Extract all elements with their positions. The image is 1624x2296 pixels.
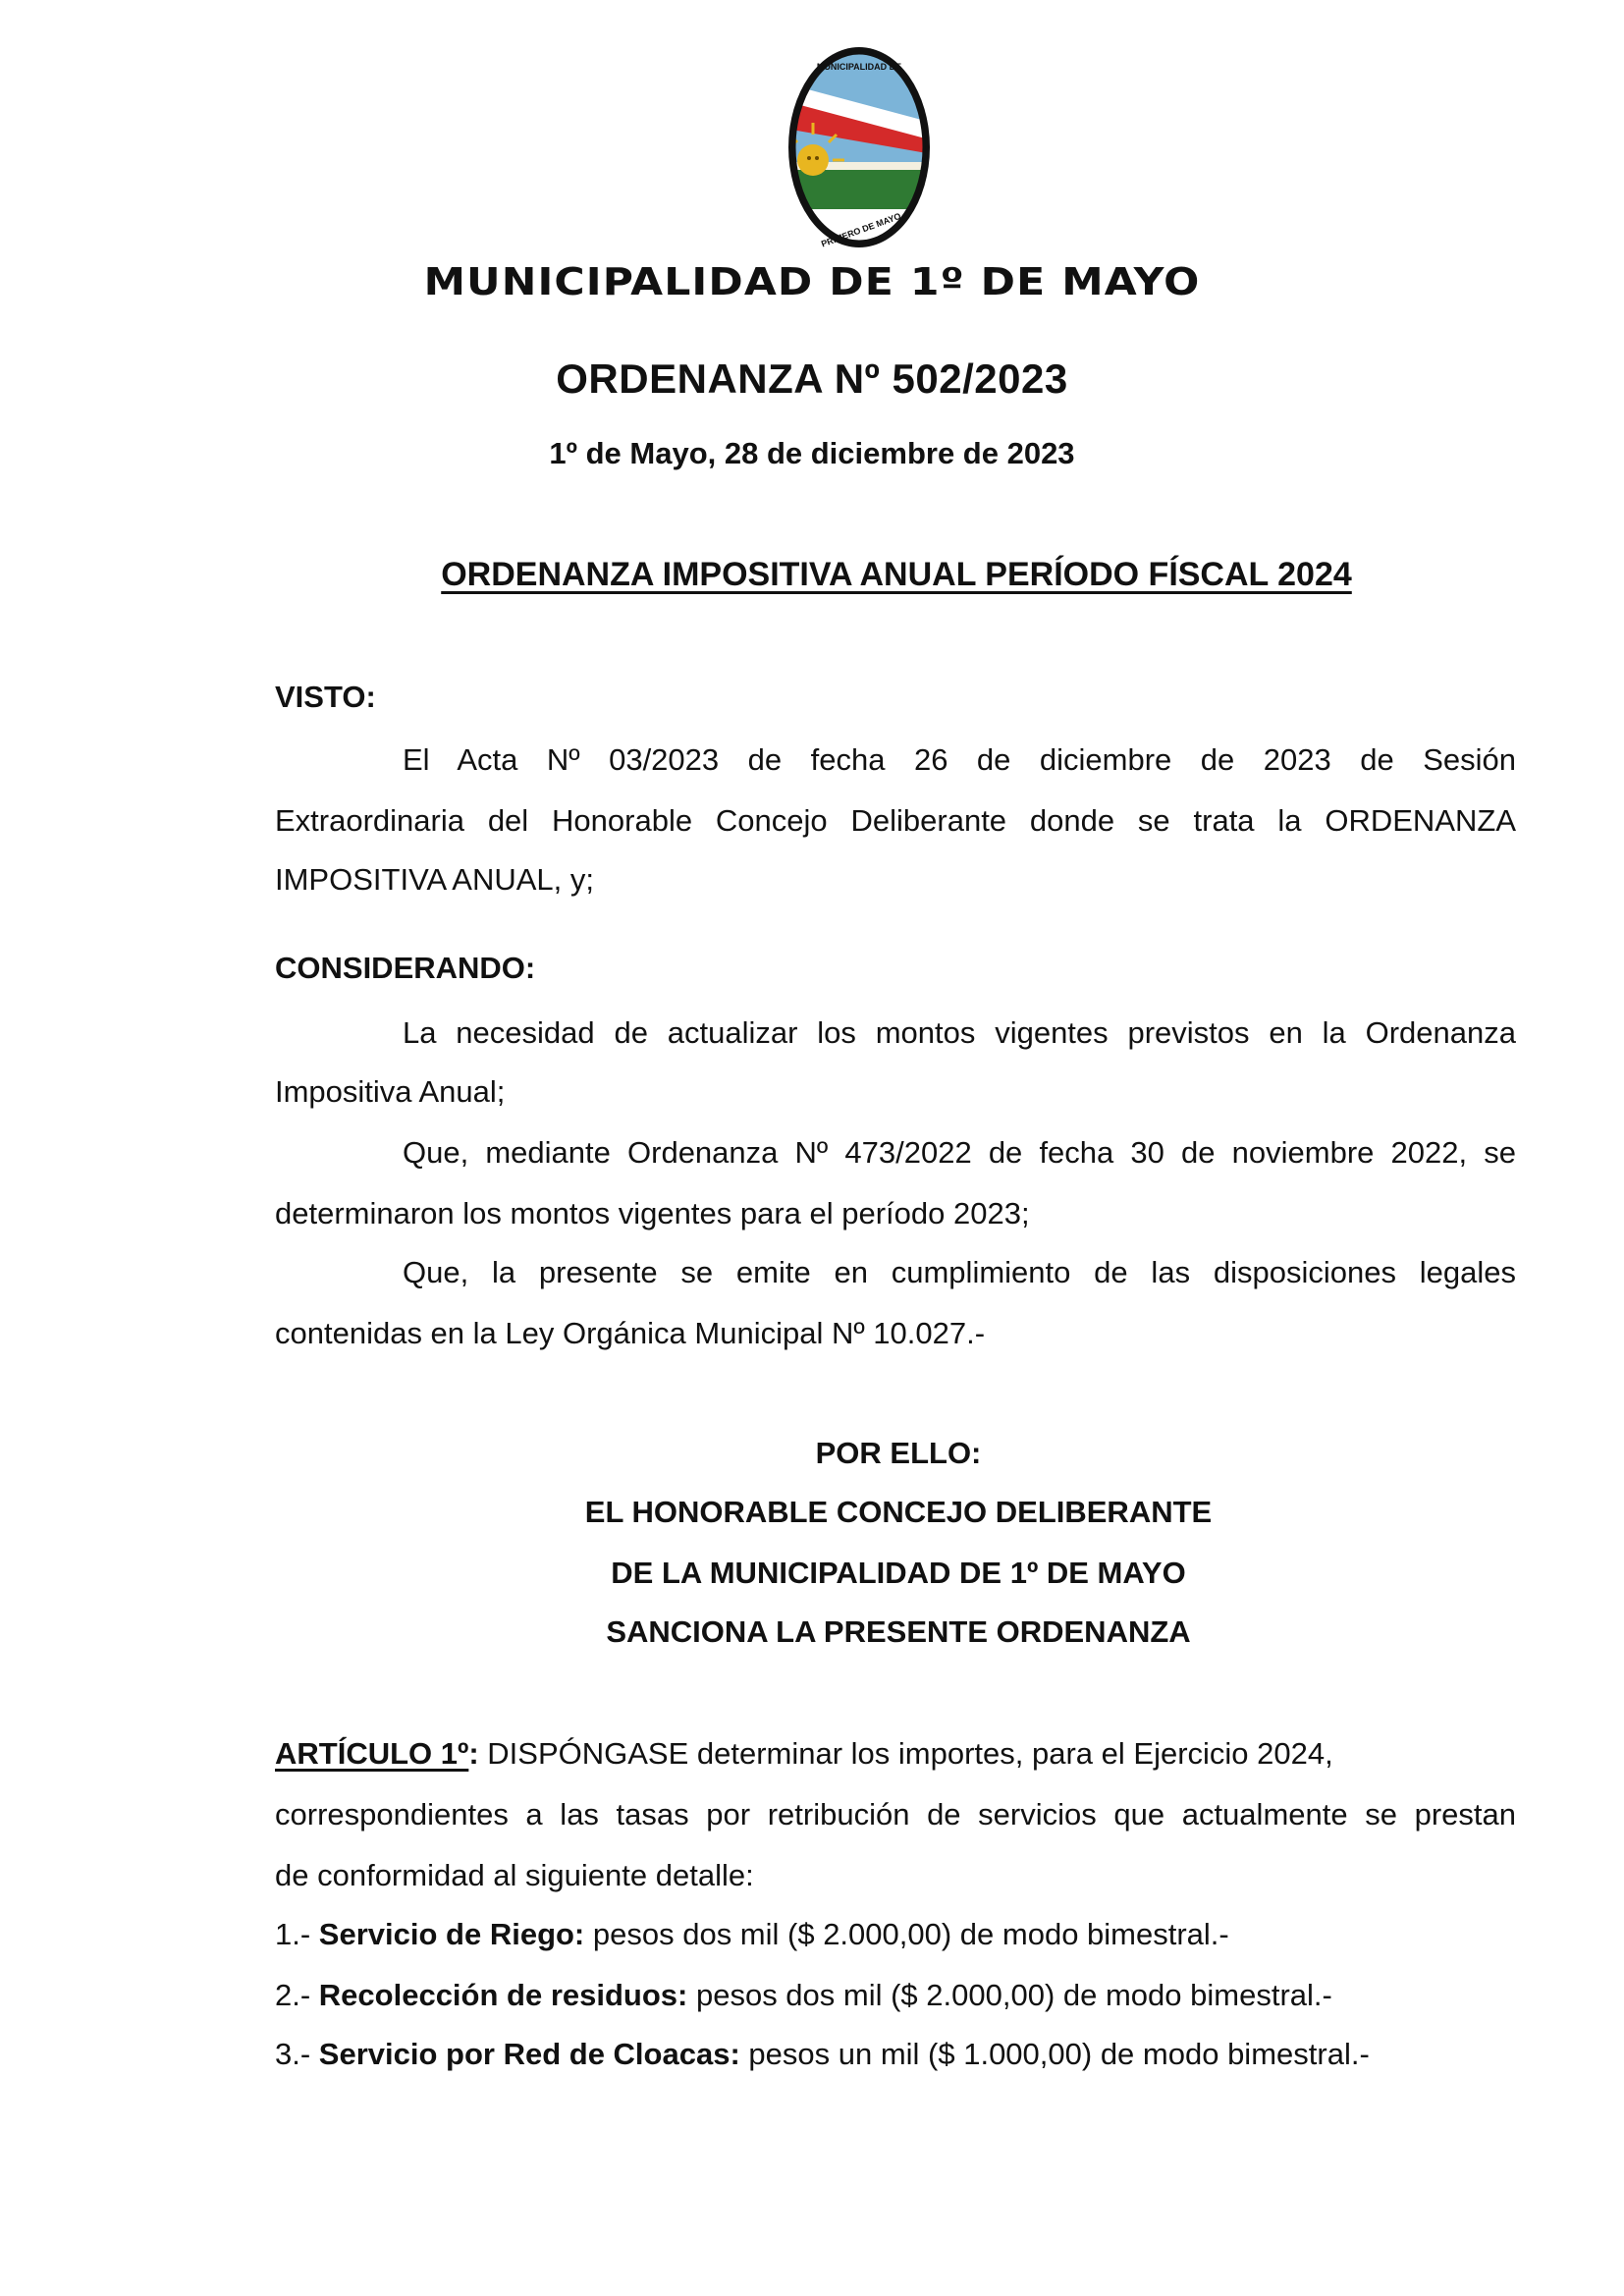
por-ello-line-2: EL HONORABLE CONCEJO DELIBERANTE — [584, 1495, 1213, 1529]
item-name: Servicio de Riego: — [318, 1917, 585, 1951]
item-text: pesos dos mil ($ 2.000,00) de modo bimestral.- — [584, 1917, 1229, 1951]
ordinance-number: ORDENANZA Nº 502/2023 — [556, 355, 1068, 402]
item-number: 2.- — [275, 1978, 319, 2012]
por-ello-line-3: DE LA MUNICIPALIDAD DE 1º DE MAYO — [611, 1556, 1186, 1590]
ordinance-date: 1º de Mayo, 28 de diciembre de 2023 — [549, 436, 1075, 470]
visto-line-3: IMPOSITIVA ANUAL, y; — [275, 862, 595, 897]
articulo-1-colon: : — [468, 1736, 479, 1771]
municipal-seal-logo — [785, 44, 933, 250]
por-ello-line-4: SANCIONA LA PRESENTE ORDENANZA — [606, 1614, 1191, 1649]
articulo-1-text-1: DISPÓNGASE determinar los importes, para el Ejercicio 2024, — [478, 1736, 1333, 1771]
item-text: pesos dos mil ($ 2.000,00) de modo bimestral.- — [687, 1978, 1332, 2012]
visto-heading: VISTO: — [275, 680, 376, 714]
item-name: Recolección de residuos: — [318, 1978, 688, 2012]
articulo-1-line-1 — [275, 1736, 1516, 1772]
item-number: 3.- — [275, 2037, 319, 2071]
item-text: pesos un mil ($ 1.000,00) de modo bimestral.- — [739, 2037, 1370, 2071]
articulo-1-label: ARTÍCULO 1º — [275, 1736, 469, 1771]
considerando-line-1: La necesidad de actualizar los montos vigentes previstos en la Ordenanza — [403, 1015, 1516, 1050]
seal-text-bottom: PRIMERO DE MAYO — [820, 210, 902, 249]
articulo-1-line-3: de conformidad al siguiente detalle: — [275, 1858, 754, 1892]
ordinance-title: ORDENANZA IMPOSITIVA ANUAL PERÍODO FÍSCAL 2024 — [441, 556, 1352, 593]
list-item — [275, 1917, 1516, 1952]
list-item — [275, 2037, 1516, 2072]
item-number: 1.- — [275, 1917, 319, 1951]
considerando-line-5: Que, la presente se emite en cumplimiento de las disposiciones legales — [403, 1255, 1516, 1289]
considerando-heading: CONSIDERANDO: — [275, 951, 536, 985]
considerando-line-4: determinaron los montos vigentes para el período 2023; — [275, 1196, 1030, 1230]
municipality-title: MUNICIPALIDAD DE 1º DE MAYO — [423, 260, 1201, 303]
articulo-1-line-2: correspondientes a las tasas por retribución de servicios que actualmente se prestan — [275, 1797, 1516, 1831]
considerando-line-6: contenidas en la Ley Orgánica Municipal Nº 10.027.- — [275, 1316, 986, 1350]
considerando-line-2: Impositiva Anual; — [275, 1074, 506, 1109]
item-name: Servicio por Red de Cloacas — [318, 2037, 731, 2071]
por-ello-line-1: POR ELLO: — [815, 1436, 982, 1470]
list-item — [275, 1978, 1516, 2013]
considerando-line-3: Que, mediante Ordenanza Nº 473/2022 de fecha 30 de noviembre 2022, se — [403, 1135, 1516, 1170]
visto-line-2: Extraordinaria del Honorable Concejo Deliberante donde se trata la ORDENANZA — [275, 803, 1516, 838]
visto-line-1: El Acta Nº 03/2023 de fecha 26 de diciembre de 2023 de Sesión — [403, 742, 1516, 777]
item-colon: : — [730, 2037, 740, 2071]
seal-text-top: MUNICIPALIDAD DE — [816, 62, 902, 72]
